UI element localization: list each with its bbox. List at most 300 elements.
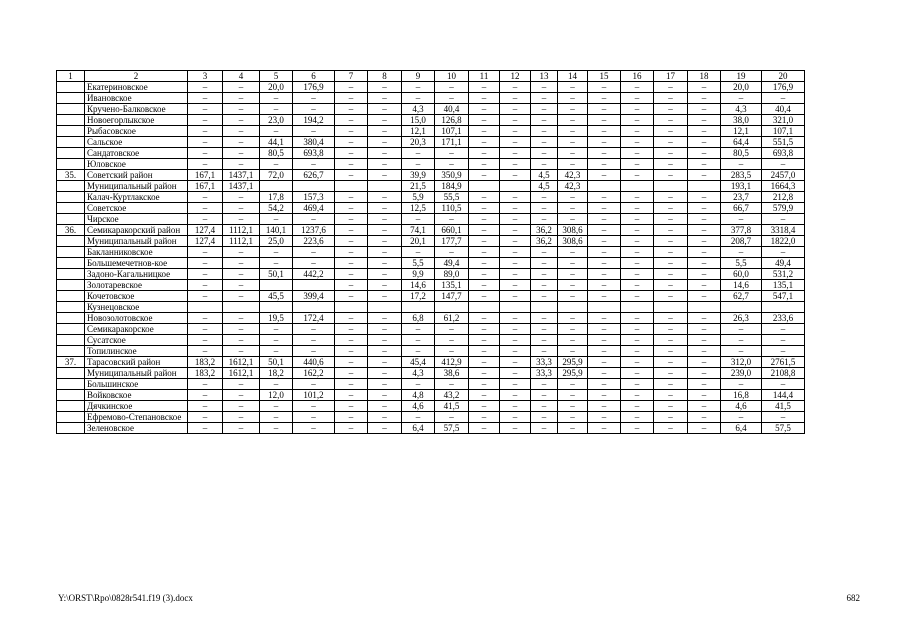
row-number xyxy=(57,247,85,258)
cell-value: – xyxy=(531,192,558,203)
cell-value: – xyxy=(558,148,588,159)
cell-value: – xyxy=(335,368,368,379)
cell-value: – xyxy=(469,104,500,115)
cell-value: – xyxy=(293,258,335,269)
cell-value: – xyxy=(188,412,223,423)
cell-value: – xyxy=(260,346,293,357)
cell-value: – xyxy=(293,346,335,357)
column-header: 17 xyxy=(654,71,688,82)
row-number xyxy=(57,269,85,280)
cell-value xyxy=(721,302,762,313)
cell-value: 19,5 xyxy=(260,313,293,324)
row-name: Сандатовское xyxy=(85,148,188,159)
cell-value: 12,5 xyxy=(402,203,435,214)
cell-value: – xyxy=(402,148,435,159)
cell-value: – xyxy=(500,258,531,269)
table-row xyxy=(57,93,805,104)
cell-value: – xyxy=(531,104,558,115)
cell-value: – xyxy=(335,258,368,269)
cell-value: – xyxy=(531,214,558,225)
cell-value: – xyxy=(293,423,335,434)
cell-value: – xyxy=(469,379,500,390)
cell-value: – xyxy=(368,104,402,115)
cell-value: 14,6 xyxy=(402,280,435,291)
cell-value: – xyxy=(558,379,588,390)
cell-value: – xyxy=(621,170,654,181)
cell-value: – xyxy=(500,368,531,379)
table-row xyxy=(57,137,805,148)
cell-value: – xyxy=(402,324,435,335)
column-header: 5 xyxy=(260,71,293,82)
row-name: Зеленовское xyxy=(85,423,188,434)
cell-value: – xyxy=(260,214,293,225)
cell-value: – xyxy=(621,247,654,258)
cell-value: – xyxy=(654,324,688,335)
cell-value: – xyxy=(558,137,588,148)
cell-value: 172,4 xyxy=(293,313,335,324)
cell-value: – xyxy=(558,192,588,203)
cell-value: – xyxy=(721,214,762,225)
column-header: 19 xyxy=(721,71,762,82)
table-row xyxy=(57,379,805,390)
row-number xyxy=(57,148,85,159)
table-row xyxy=(57,280,805,291)
table-row xyxy=(57,115,805,126)
cell-value xyxy=(260,280,293,291)
cell-value: – xyxy=(531,390,558,401)
cell-value: – xyxy=(558,324,588,335)
cell-value: 1664,3 xyxy=(762,181,805,192)
cell-value: – xyxy=(500,280,531,291)
cell-value: – xyxy=(721,379,762,390)
row-number xyxy=(57,313,85,324)
cell-value: 183,2 xyxy=(188,368,223,379)
cell-value: – xyxy=(688,313,721,324)
table-row xyxy=(57,148,805,159)
row-number xyxy=(57,423,85,434)
row-number xyxy=(57,412,85,423)
cell-value: 176,9 xyxy=(293,82,335,93)
cell-value xyxy=(335,181,368,192)
cell-value: 176,9 xyxy=(762,82,805,93)
table-row xyxy=(57,302,805,313)
cell-value: – xyxy=(588,423,621,434)
column-header: 16 xyxy=(621,71,654,82)
cell-value: – xyxy=(469,247,500,258)
column-header: 12 xyxy=(500,71,531,82)
row-name: Муниципальный район xyxy=(85,368,188,379)
cell-value: – xyxy=(588,412,621,423)
cell-value: – xyxy=(654,236,688,247)
cell-value: – xyxy=(654,192,688,203)
cell-value: – xyxy=(621,346,654,357)
cell-value: – xyxy=(260,247,293,258)
cell-value: – xyxy=(688,324,721,335)
cell-value: 49,4 xyxy=(762,258,805,269)
cell-value: 1612,1 xyxy=(223,368,260,379)
cell-value: 54,2 xyxy=(260,203,293,214)
cell-value: – xyxy=(335,379,368,390)
row-name: Рыбасовское xyxy=(85,126,188,137)
cell-value: 33,3 xyxy=(531,368,558,379)
column-header: 2 xyxy=(85,71,188,82)
cell-value: 17,2 xyxy=(402,291,435,302)
cell-value: – xyxy=(500,159,531,170)
table-row xyxy=(57,346,805,357)
cell-value: – xyxy=(293,214,335,225)
cell-value: – xyxy=(721,159,762,170)
cell-value: – xyxy=(621,368,654,379)
cell-value: – xyxy=(188,280,223,291)
cell-value: 193,1 xyxy=(721,181,762,192)
cell-value: 43,2 xyxy=(435,390,469,401)
table-row xyxy=(57,335,805,346)
cell-value: – xyxy=(531,148,558,159)
cell-value: – xyxy=(368,335,402,346)
cell-value: – xyxy=(621,214,654,225)
cell-value: – xyxy=(469,269,500,280)
cell-value: 57,5 xyxy=(435,423,469,434)
column-header: 20 xyxy=(762,71,805,82)
cell-value: 126,8 xyxy=(435,115,469,126)
cell-value: – xyxy=(335,214,368,225)
cell-value: – xyxy=(469,412,500,423)
cell-value: – xyxy=(188,390,223,401)
cell-value: – xyxy=(621,357,654,368)
cell-value xyxy=(762,302,805,313)
cell-value: – xyxy=(368,390,402,401)
cell-value: – xyxy=(688,236,721,247)
cell-value: – xyxy=(688,401,721,412)
row-number xyxy=(57,401,85,412)
cell-value: – xyxy=(558,104,588,115)
row-number xyxy=(57,258,85,269)
column-header: 6 xyxy=(293,71,335,82)
cell-value: – xyxy=(335,390,368,401)
cell-value: 6,4 xyxy=(402,423,435,434)
cell-value: – xyxy=(368,412,402,423)
cell-value: 41,5 xyxy=(435,401,469,412)
cell-value: – xyxy=(531,203,558,214)
cell-value xyxy=(531,302,558,313)
row-name: Большинское xyxy=(85,379,188,390)
cell-value: – xyxy=(654,368,688,379)
cell-value xyxy=(500,181,531,192)
cell-value: – xyxy=(688,192,721,203)
cell-value: – xyxy=(558,214,588,225)
cell-value xyxy=(654,302,688,313)
cell-value: 660,1 xyxy=(435,225,469,236)
page-number: 682 xyxy=(846,593,860,603)
cell-value: – xyxy=(335,192,368,203)
cell-value: – xyxy=(762,159,805,170)
cell-value: – xyxy=(368,368,402,379)
cell-value: – xyxy=(335,401,368,412)
cell-value: 41,5 xyxy=(762,401,805,412)
cell-value: – xyxy=(368,236,402,247)
cell-value: 20,0 xyxy=(260,82,293,93)
cell-value: – xyxy=(588,137,621,148)
cell-value: 412,9 xyxy=(435,357,469,368)
cell-value: 61,2 xyxy=(435,313,469,324)
cell-value: – xyxy=(588,258,621,269)
cell-value: – xyxy=(188,137,223,148)
cell-value: – xyxy=(469,368,500,379)
table-row xyxy=(57,126,805,137)
cell-value: – xyxy=(223,159,260,170)
cell-value: – xyxy=(260,324,293,335)
cell-value xyxy=(654,181,688,192)
cell-value: – xyxy=(368,423,402,434)
cell-value: – xyxy=(368,280,402,291)
cell-value: – xyxy=(688,214,721,225)
cell-value: – xyxy=(223,335,260,346)
cell-value: – xyxy=(654,423,688,434)
cell-value: – xyxy=(500,247,531,258)
cell-value: – xyxy=(558,291,588,302)
table-row xyxy=(57,247,805,258)
cell-value: – xyxy=(588,357,621,368)
cell-value: – xyxy=(368,137,402,148)
cell-value: – xyxy=(654,291,688,302)
cell-value: – xyxy=(293,379,335,390)
cell-value: – xyxy=(621,115,654,126)
cell-value: – xyxy=(621,313,654,324)
cell-value: 9,9 xyxy=(402,269,435,280)
cell-value: 127,4 xyxy=(188,236,223,247)
cell-value: – xyxy=(531,247,558,258)
cell-value: – xyxy=(558,390,588,401)
cell-value xyxy=(469,302,500,313)
cell-value: – xyxy=(368,401,402,412)
cell-value: – xyxy=(223,214,260,225)
cell-value: 64,4 xyxy=(721,137,762,148)
cell-value: – xyxy=(368,258,402,269)
cell-value: 20,3 xyxy=(402,137,435,148)
cell-value: – xyxy=(368,269,402,280)
row-name: Муниципальный район xyxy=(85,236,188,247)
row-name: Калач-Куртлакское xyxy=(85,192,188,203)
cell-value: – xyxy=(654,137,688,148)
cell-value: – xyxy=(469,137,500,148)
cell-value: 21,5 xyxy=(402,181,435,192)
cell-value: 4,5 xyxy=(531,181,558,192)
cell-value: – xyxy=(688,357,721,368)
cell-value: – xyxy=(621,258,654,269)
cell-value xyxy=(223,302,260,313)
row-number xyxy=(57,390,85,401)
cell-value: – xyxy=(223,104,260,115)
cell-value: – xyxy=(469,291,500,302)
row-name: Кочетовское xyxy=(85,291,188,302)
column-header: 11 xyxy=(469,71,500,82)
cell-value: – xyxy=(654,247,688,258)
cell-value: – xyxy=(188,269,223,280)
column-header: 7 xyxy=(335,71,368,82)
cell-value: – xyxy=(500,104,531,115)
cell-value: – xyxy=(188,324,223,335)
row-number xyxy=(57,115,85,126)
cell-value: – xyxy=(435,335,469,346)
table-row xyxy=(57,203,805,214)
cell-value: 135,1 xyxy=(762,280,805,291)
cell-value: – xyxy=(402,247,435,258)
cell-value: – xyxy=(500,236,531,247)
cell-value: – xyxy=(762,412,805,423)
cell-value: 233,6 xyxy=(762,313,805,324)
cell-value: – xyxy=(688,225,721,236)
cell-value: – xyxy=(621,126,654,137)
cell-value: – xyxy=(335,170,368,181)
row-number xyxy=(57,335,85,346)
table-row xyxy=(57,170,805,181)
cell-value: – xyxy=(621,159,654,170)
cell-value: 626,7 xyxy=(293,170,335,181)
cell-value: – xyxy=(762,214,805,225)
row-number xyxy=(57,126,85,137)
cell-value: 45,4 xyxy=(402,357,435,368)
cell-value: – xyxy=(531,379,558,390)
cell-value: – xyxy=(435,82,469,93)
cell-value: – xyxy=(588,203,621,214)
table-row xyxy=(57,214,805,225)
row-number xyxy=(57,82,85,93)
cell-value xyxy=(402,302,435,313)
cell-value: – xyxy=(558,115,588,126)
cell-value: – xyxy=(188,93,223,104)
cell-value: – xyxy=(762,335,805,346)
cell-value: – xyxy=(621,379,654,390)
cell-value: – xyxy=(223,82,260,93)
cell-value: – xyxy=(654,280,688,291)
cell-value: – xyxy=(435,324,469,335)
cell-value: – xyxy=(688,247,721,258)
cell-value: – xyxy=(469,313,500,324)
cell-value: – xyxy=(223,313,260,324)
cell-value: 72,0 xyxy=(260,170,293,181)
cell-value: – xyxy=(654,401,688,412)
cell-value: – xyxy=(368,203,402,214)
cell-value: 39,9 xyxy=(402,170,435,181)
row-number xyxy=(57,324,85,335)
cell-value: – xyxy=(654,335,688,346)
cell-value: 12,1 xyxy=(402,126,435,137)
cell-value: – xyxy=(688,258,721,269)
cell-value: – xyxy=(293,412,335,423)
cell-value: – xyxy=(368,170,402,181)
cell-value xyxy=(293,302,335,313)
row-number: 35. xyxy=(57,170,85,181)
cell-value: – xyxy=(368,82,402,93)
cell-value: – xyxy=(588,280,621,291)
table-row xyxy=(57,236,805,247)
cell-value xyxy=(688,181,721,192)
cell-value: – xyxy=(260,379,293,390)
cell-value: – xyxy=(621,104,654,115)
cell-value: 442,2 xyxy=(293,269,335,280)
cell-value: – xyxy=(531,137,558,148)
table-row xyxy=(57,225,805,236)
row-name: Ивановское xyxy=(85,93,188,104)
cell-value: – xyxy=(621,225,654,236)
cell-value: – xyxy=(654,203,688,214)
cell-value: 16,8 xyxy=(721,390,762,401)
cell-value: 12,1 xyxy=(721,126,762,137)
cell-value: – xyxy=(368,192,402,203)
cell-value: – xyxy=(688,159,721,170)
cell-value: – xyxy=(335,82,368,93)
cell-value: – xyxy=(402,214,435,225)
cell-value: – xyxy=(654,126,688,137)
cell-value xyxy=(588,181,621,192)
cell-value: – xyxy=(588,401,621,412)
cell-value: – xyxy=(588,324,621,335)
cell-value: 62,7 xyxy=(721,291,762,302)
cell-value: 171,1 xyxy=(435,137,469,148)
cell-value: – xyxy=(293,126,335,137)
cell-value xyxy=(621,302,654,313)
cell-value: 80,5 xyxy=(260,148,293,159)
cell-value: – xyxy=(368,115,402,126)
cell-value: – xyxy=(654,269,688,280)
cell-value: – xyxy=(469,401,500,412)
cell-value: – xyxy=(469,126,500,137)
cell-value: – xyxy=(223,258,260,269)
cell-value: – xyxy=(688,379,721,390)
cell-value: – xyxy=(469,390,500,401)
cell-value: – xyxy=(588,346,621,357)
cell-value: – xyxy=(293,324,335,335)
cell-value: – xyxy=(293,104,335,115)
cell-value: 3318,4 xyxy=(762,225,805,236)
cell-value: 1612,1 xyxy=(223,357,260,368)
row-name: Новозолотовское xyxy=(85,313,188,324)
table-row xyxy=(57,269,805,280)
cell-value: 547,1 xyxy=(762,291,805,302)
cell-value: – xyxy=(500,401,531,412)
cell-value: – xyxy=(335,236,368,247)
cell-value: 5,5 xyxy=(402,258,435,269)
row-name: Войковское xyxy=(85,390,188,401)
cell-value: 50,1 xyxy=(260,357,293,368)
cell-value: – xyxy=(500,170,531,181)
cell-value: 107,1 xyxy=(762,126,805,137)
cell-value: – xyxy=(188,247,223,258)
cell-value: 1237,6 xyxy=(293,225,335,236)
cell-value: – xyxy=(469,93,500,104)
cell-value: – xyxy=(588,379,621,390)
cell-value: – xyxy=(500,82,531,93)
cell-value: – xyxy=(588,126,621,137)
cell-value xyxy=(260,302,293,313)
cell-value: – xyxy=(188,258,223,269)
cell-value: 50,1 xyxy=(260,269,293,280)
cell-value: 295,9 xyxy=(558,357,588,368)
cell-value: – xyxy=(688,390,721,401)
cell-value: – xyxy=(531,159,558,170)
table-row xyxy=(57,412,805,423)
cell-value: – xyxy=(335,335,368,346)
cell-value: 33,3 xyxy=(531,357,558,368)
cell-value: – xyxy=(293,93,335,104)
cell-value: 4,5 xyxy=(531,170,558,181)
cell-value: – xyxy=(588,225,621,236)
cell-value: – xyxy=(500,335,531,346)
cell-value: – xyxy=(335,313,368,324)
cell-value: – xyxy=(368,214,402,225)
cell-value: – xyxy=(223,137,260,148)
cell-value: – xyxy=(368,357,402,368)
